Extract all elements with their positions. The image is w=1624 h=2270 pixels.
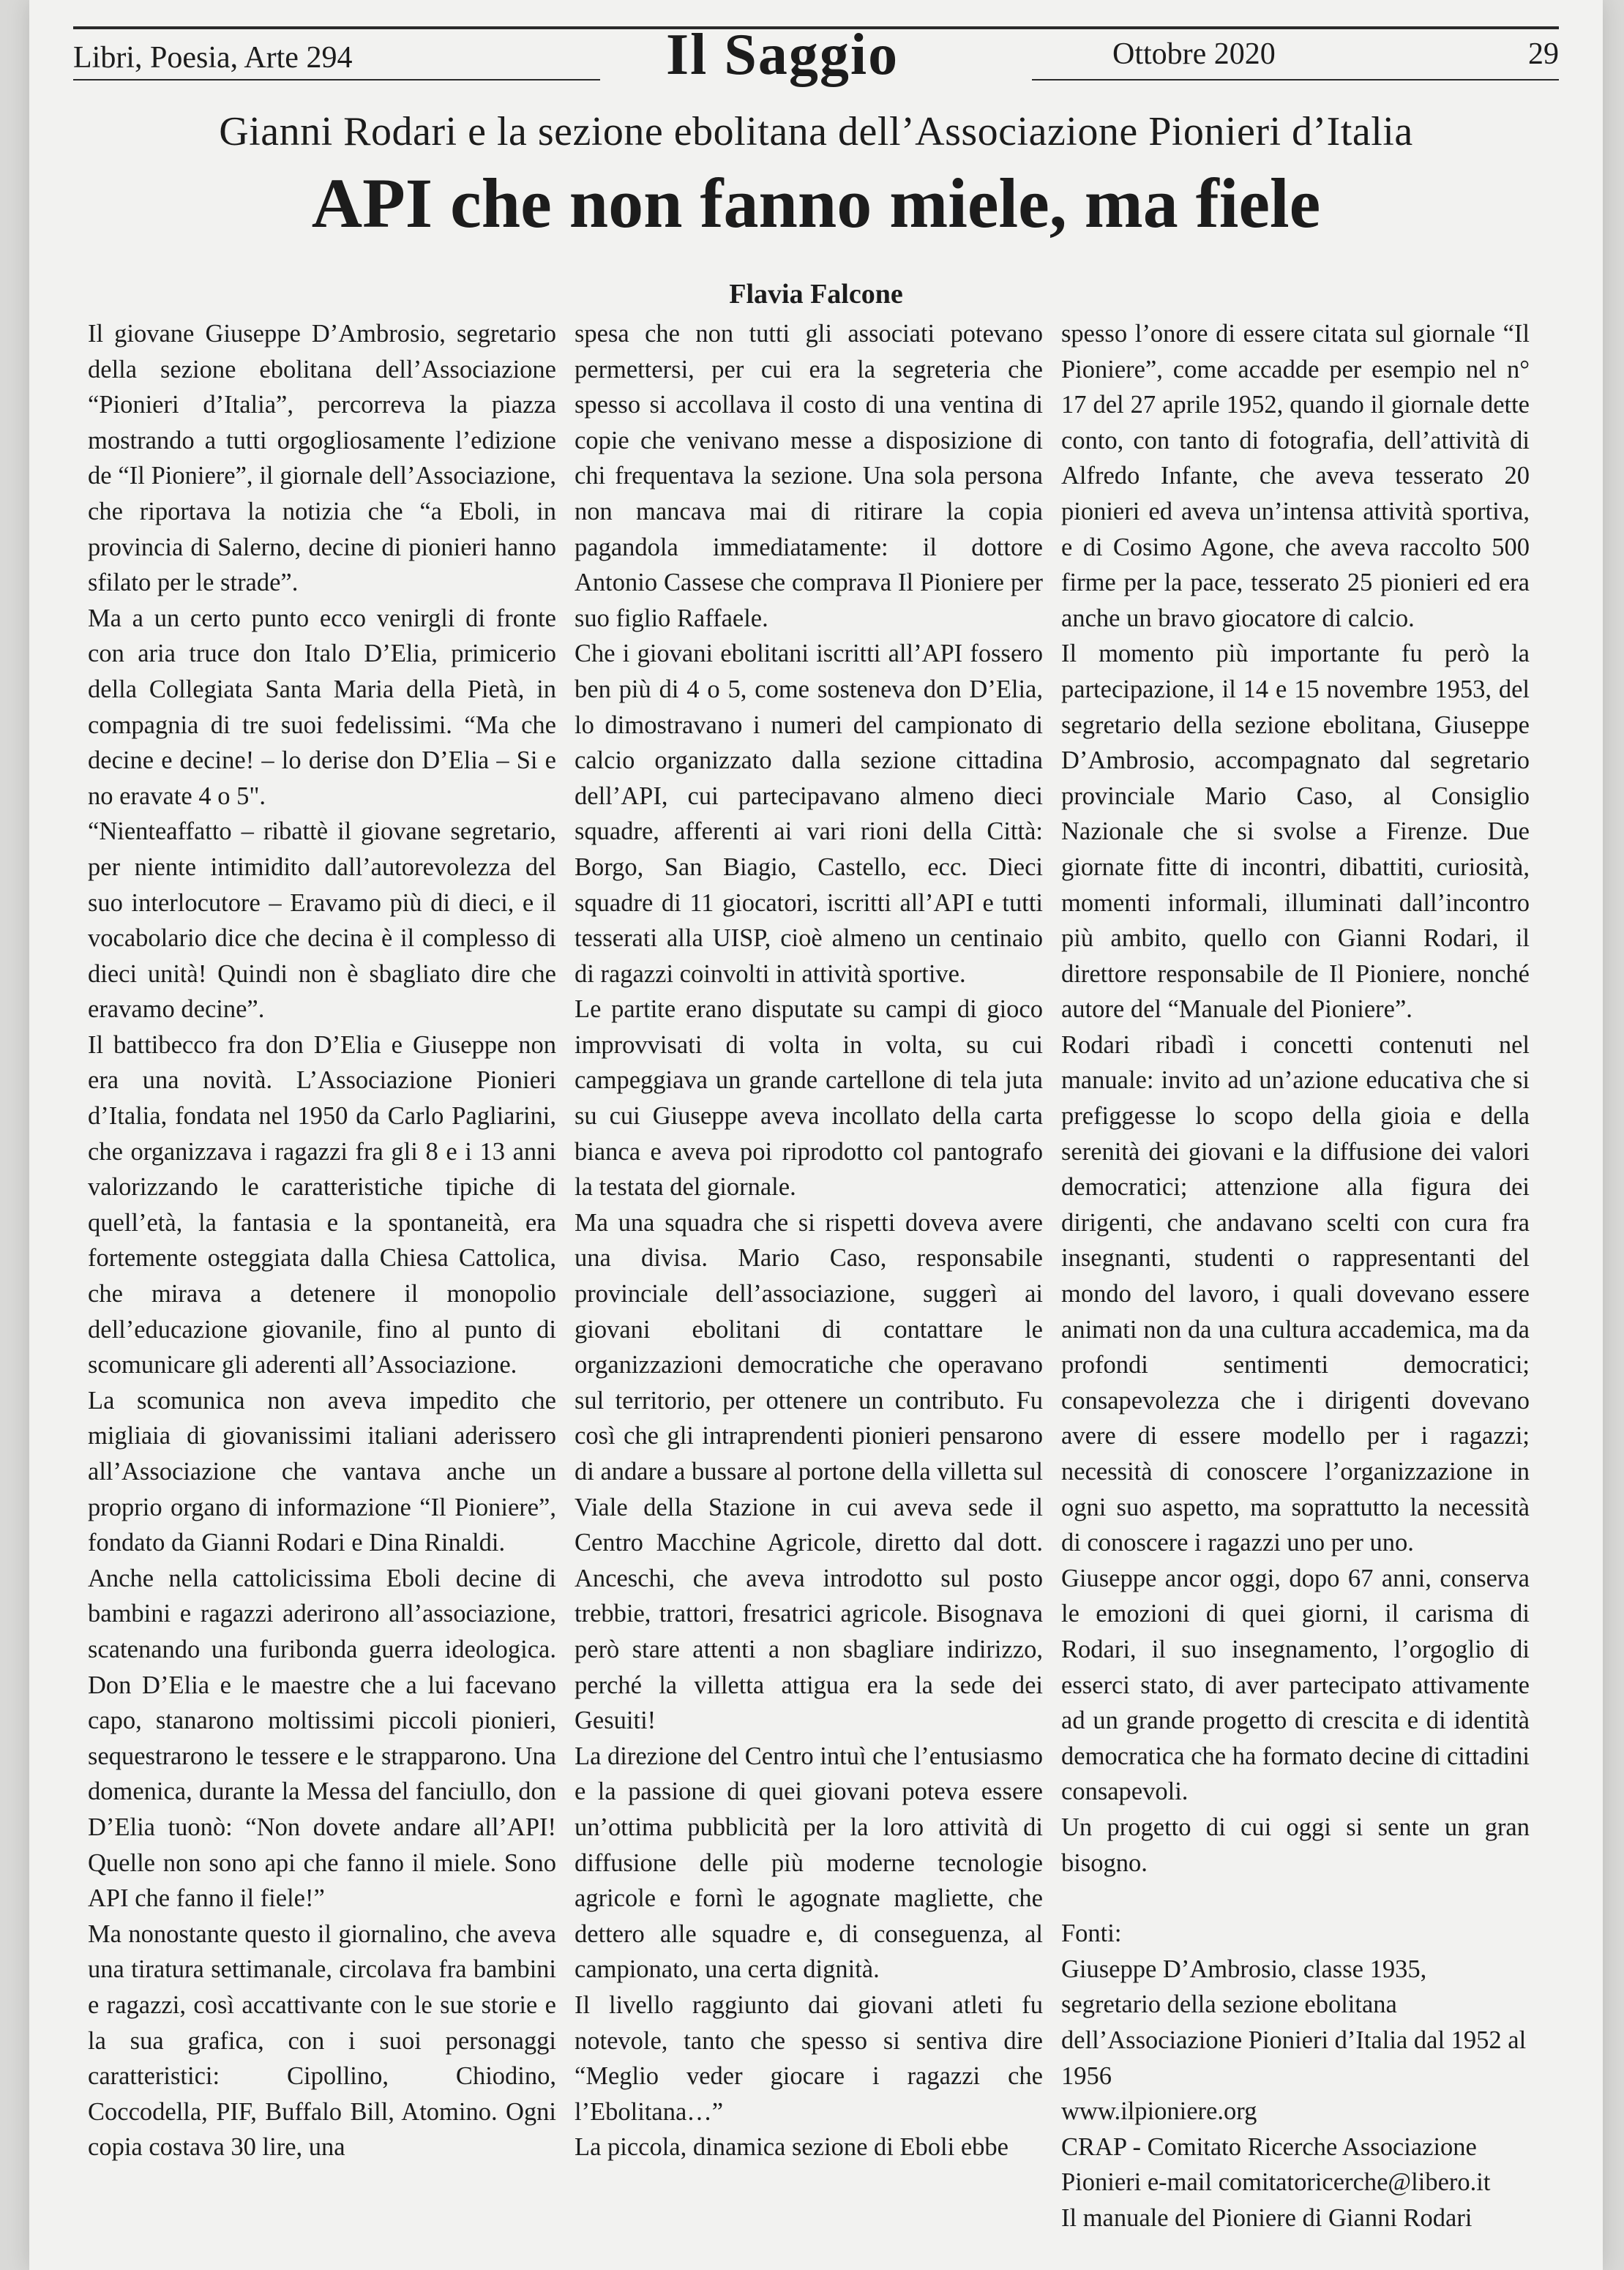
paragraph: Rodari ribadì i concetti contenuti nel manuale: invito ad un’azione educativa che si prefiggesse lo scopo della gioia e della serenità dei giovani e la diffusione dei valori democratici; attenzione alla figura dei dirigenti, che andavano scelti con cura fra insegnanti, studenti o rappresentanti del mondo del lavoro, i quali dovevano essere animati non da una cultura accademica, ma da profondi sentimenti democratici; consapevolezza che i dirigenti dovevano avere di essere modello per i ragazzi; necessità di conoscere l’organizzazione in ogni suo aspetto, ma soprattutto la necessità di conoscere i ragazzi uno per uno.	[1061, 1030, 1530, 1557]
paragraph: Il livello raggiunto dai giovani atleti fu notevole, tanto che spesso si sentiva dire “Meglio veder giocare i ragazzi che l’Ebolitana…”	[575, 1990, 1043, 2126]
paragraph: spesso l’onore di essere citata sul giornale “Il Pioniere”, come accadde per esempio nel n° 17 del 27 aprile 1952, quando il giornale dette conto, con tanto di fotografia, dell’attività di Alfredo Infante, che aveva tesserato 20 pionieri ed aveva un’intensa attività sportiva, e di Cosimo Agone, che aveva raccolto 500 firme per la pace, tesserato 25 pionieri ed era anche un bravo giocatore di calcio.	[1061, 320, 1530, 632]
page-header	[73, 15, 1559, 87]
paragraph: La piccola, dinamica sezione di Eboli ebbe	[575, 2133, 1009, 2162]
source-item: www.ilpioniere.org	[1061, 2097, 1257, 2126]
section-label: Libri, Poesia, Arte 294	[73, 41, 353, 75]
paragraph: Un progetto di cui oggi si sente un gran bisogno.	[1061, 1813, 1530, 1877]
paragraph: Anche nella cattolicissima Eboli decine di bambini e ragazzi aderirono all’associazione, scatenando una furibonda guerra ideologica. Don D’Elia e le maestre che a lui facevano capo, stanarono moltissimi piccoli pionieri, sequestrarono le tessere e le strapparono. Una domenica, durante la Messa del fanciullo, don D’Elia tuonò: “Non dovete andare all’API! Quelle non sono api che fanno il miele. Sono API che fanno il fiele!”	[88, 1564, 556, 1913]
paragraph: Ma nonostante questo il giornalino, che aveva una tiratura settimanale, circolava fra bambini e ragazzi, così accattivante con le sue storie e la sua grafica, con i suoi personaggi caratteristici: Cipollino, Chiodino, Coccodella, PIF, Buffalo Bill, Atomino. Ogni copia costava 30 lire, una	[88, 1919, 556, 2162]
sources-block	[1061, 1916, 1530, 2236]
article-kicker: Gianni Rodari e la sezione ebolitana dell’Associazione Pionieri d’Italia	[219, 109, 1413, 154]
article-column-3	[1061, 316, 1530, 2236]
masthead: Il Saggio	[666, 23, 899, 87]
paragraph: Ma a un certo punto ecco venirgli di fronte con aria truce don Italo D’Elia, primicerio della Collegiata Santa Maria della Pietà, in compagnia di tre suoi fedelissimi. “Ma che decine e decine! – lo derise don D’Elia – Si e no eravate 4 o 5".	[88, 604, 556, 810]
paragraph: “Nienteaffatto – ribattè il giovane segretario, per niente intimidito dall’autorevolezza del suo interlocutore – Eravamo più di dieci, e il vocabolario dice che decina è il complesso di dieci unità! Quindi non è sbagliato dire che eravamo decine”.	[88, 817, 556, 1024]
source-item: Il manuale del Pioniere di Gianni Rodari	[1061, 2203, 1473, 2232]
paragraph: Il giovane Giuseppe D’Ambrosio, segretario della sezione ebolitana dell’Associazione “Pionieri d’Italia”, percorreva la piazza mostrando a tutti orgogliosamente l’edizione de “Il Pioniere”, il giornale dell’Associazione, che riportava la notizia che “a Eboli, in provincia di Salerno, decine di pionieri hanno sfilato per le strade”.	[88, 320, 556, 597]
article-author: Flavia Falcone	[729, 279, 903, 310]
header-rule-left	[73, 79, 600, 80]
paragraph: Ma una squadra che si rispetti doveva avere una divisa. Mario Caso, responsabile provinciale dell’associazione, suggerì ai giovani ebolitani di contattare le organizzazioni democratiche che operavano sul territorio, per ottenere un contributo. Fu così che gli intraprendenti pionieri pensarono di andare a bussare al portone della villetta sul Viale della Stazione in cui aveva sede il Centro Macchine Agricole, diretto dal dott. Anceschi, che aveva introdotto sul posto trebbie, trattori, fresatrici agricole. Bisognava però stare attenti a non sbagliare indirizzo, perché la villetta attigua era la sede dei Gesuiti!	[575, 1208, 1043, 1735]
paragraph: spesa che non tutti gli associati potevano permettersi, per cui era la segreteria che spesso si accollava il costo di una ventina di copie che venivano messe a disposizione di chi frequentava la sezione. Una sola persona non mancava mai di ritirare la copia pagandola immediatamente: il dottore Antonio Cassese che comprava Il Pioniere per suo figlio Raffaele.	[575, 320, 1043, 632]
paragraph: La scomunica non aveva impedito che migliaia di giovanissimi italiani aderissero all’Associazione che vantava anche un proprio organo di informazione “Il Pioniere”, fondato da Gianni Rodari e Dina Rinaldi.	[88, 1386, 556, 1557]
newspaper-page	[29, 0, 1603, 2270]
source-item: CRAP - Comitato Ricerche Associazione Pionieri e-mail comitatoricerche@libero.it	[1061, 2132, 1491, 2197]
paragraph: Le partite erano disputate su campi di gioco improvvisati di volta in volta, su cui campeggiava un grande cartellone di tela juta su cui Giuseppe aveva incollato della carta bianca e aveva poi riprodotto col pantografo la testata del giornale.	[575, 995, 1043, 1202]
source-item: Giuseppe D’Ambrosio, classe 1935, segretario della sezione ebolitana dell’Associazione Pionieri d’Italia dal 1952 al 1956	[1061, 1955, 1527, 2090]
article-column-2	[575, 316, 1043, 2165]
issue-date: Ottobre 2020	[1112, 37, 1276, 71]
header-rule-right	[1032, 79, 1559, 80]
article-headline: API che non fanno miele, ma fiele	[311, 164, 1321, 242]
sources-heading: Fonti:	[1061, 1919, 1122, 1948]
paragraph: La direzione del Centro intuì che l’entusiasmo e la passione di quei giovani poteva essere un’ottima pubblicità per la loro attività di diffusione delle più moderne tecnologie agricole e fornì le agognate magliette, che dettero alle squadre e, di conseguenza, al campionato, una certa dignità.	[575, 1742, 1043, 1984]
paragraph: Che i giovani ebolitani iscritti all’API fossero ben più di 4 o 5, come sosteneva don D’Elia, lo dimostravano i numeri del campionato di calcio organizzato dalla sezione cittadina dell’API, cui partecipavano almeno dieci squadre, afferenti ai vari rioni della Città: Borgo, San Biagio, Castello, ecc. Dieci squadre di 11 giocatori, iscritti all’API e tutti tesserati alla UISP, cioè almeno un centinaio di ragazzi coinvolti in attività sportive.	[575, 640, 1043, 988]
paragraph: Giuseppe ancor oggi, dopo 67 anni, conserva le emozioni di quei giorni, il carisma di Rodari, il suo insegnamento, l’orgoglio di esserci stato, di aver partecipato attivamente ad un grande progetto di crescita e di identità democratica che ha formato decine di cittadini consapevoli.	[1061, 1564, 1530, 1806]
page-number: 29	[1528, 37, 1559, 71]
article-column-1	[88, 316, 556, 2165]
paragraph: Il battibecco fra don D’Elia e Giuseppe non era una novità. L’Associazione Pionieri d’Italia, fondata nel 1950 da Carlo Pagliarini, che organizzava i ragazzi fra gli 8 e i 13 anni valorizzando le caratteristiche tipiche di quell’età, la fantasia e la spontaneità, era fortemente osteggiata dalla Chiesa Cattolica, che mirava a detenere il monopolio dell’educazione giovanile, fino al punto di scomunicare gli aderenti all’Associazione.	[88, 1030, 556, 1379]
paragraph: Il momento più importante fu però la partecipazione, il 14 e 15 novembre 1953, del segretario della sezione ebolitana, Giuseppe D’Ambrosio, accompagnato dal segretario provinciale Mario Caso, al Consiglio Nazionale che si svolse a Firenze. Due giornate fitte di incontri, dibattiti, curiosità, momenti informali, illuminati dall’incontro più ambito, quello con Gianni Rodari, il direttore responsabile de Il Pioniere, nonché autore del “Manuale del Pioniere”.	[1061, 640, 1530, 1024]
spacer	[1061, 1881, 1530, 1916]
